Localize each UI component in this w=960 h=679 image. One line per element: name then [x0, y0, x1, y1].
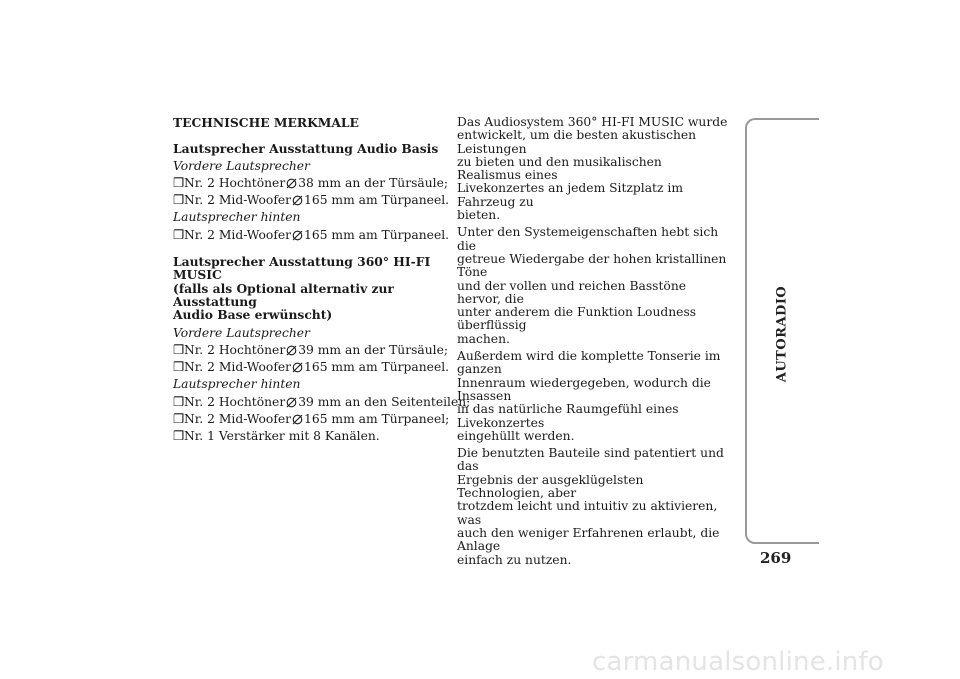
front-speakers-label: Vordere Lautsprecher — [173, 158, 310, 173]
list-item: ❒Nr. 2 Hochtöner 38 mm an der Türsäule; — [173, 175, 448, 190]
list-item: ❒Nr. 2 Mid-Woofer 165 mm am Türpaneel. — [173, 227, 450, 242]
bullet-icon: ❒ — [173, 394, 185, 409]
diameter-icon — [286, 178, 297, 189]
paragraph: Die benutzten Bauteile sind patentiert und das Ergebnis der ausgeklügelsten Technologien, aber trotzdem leicht und intuitiv zu aktivieren, was auch den weniger Erfahrenen erlaubt, die Anlage einfach zu nutzen. — [457, 446, 724, 567]
list-item: ❒Nr. 2 Mid-Woofer 165 mm am Türpaneel; — [173, 412, 450, 427]
list-item: ❒Nr. 2 Hochtöner 39 mm an den Seitenteilen; — [173, 394, 471, 409]
diameter-icon — [286, 345, 297, 356]
bullet-icon: ❒ — [173, 360, 185, 375]
diameter-icon — [292, 195, 303, 206]
paragraph: Außerdem wird die komplette Tonserie im ganzen Innenraum wiedergegeben, wodurch die Insassen in das natürliche Raumgefühl eines Livekonzertes eingehüllt werden. — [457, 349, 721, 443]
audio-basis-title: Lautsprecher Ausstattung Audio Basis — [173, 141, 439, 157]
front-speakers-label: Vordere Lautsprecher — [173, 325, 310, 340]
section-heading: TECHNISCHE MERKMALE — [173, 115, 359, 130]
bullet-icon: ❒ — [173, 227, 185, 242]
page-number: 269 — [760, 549, 792, 567]
paragraph: Das Audiosystem 360° HI-FI MUSIC wurde entwickelt, um die besten akustischen Leistungen zu bieten und den musikalischen Realismus eines Livekonzertes an jedem Sitzplatz im Fahrzeug zu bieten. — [457, 115, 728, 223]
right-column — [457, 116, 729, 571]
diameter-icon — [286, 397, 297, 408]
list-item: ❒Nr. 1 Verstärker mit 8 Kanälen. — [173, 429, 380, 444]
list-item: ❒Nr. 2 Mid-Woofer 165 mm am Türpaneel. — [173, 360, 450, 375]
bullet-icon: ❒ — [173, 429, 185, 444]
list-item: ❒Nr. 2 Mid-Woofer 165 mm am Türpaneel. — [173, 193, 450, 208]
diameter-icon — [292, 362, 303, 373]
watermark: carmanualsonline.info — [592, 647, 884, 677]
bullet-icon: ❒ — [173, 342, 185, 357]
left-column — [173, 115, 471, 448]
bullet-icon: ❒ — [173, 193, 185, 208]
chapter-label: AUTORADIO — [774, 285, 790, 383]
diameter-icon — [292, 414, 303, 425]
bullet-icon: ❒ — [173, 412, 185, 427]
diameter-icon — [292, 230, 303, 241]
bullet-icon: ❒ — [173, 175, 185, 190]
rear-speakers-label: Lautsprecher hinten — [173, 210, 301, 225]
rear-speakers-label: Lautsprecher hinten — [173, 377, 301, 392]
hifi-title: Lautsprecher Ausstattung 360° HI-FI MUSIC (falls als Optional alternativ zur Ausstattung Audio Base erwünscht) — [173, 254, 431, 323]
paragraph: Unter den Systemeigenschaften hebt sich die getreue Wiedergabe der hohen kristallinen Töne und der vollen und reichen Basstöne hervor, die unter anderem die Funktion Loudness überflüssig machen. — [457, 225, 727, 346]
list-item: ❒Nr. 2 Hochtöner 39 mm an der Türsäule; — [173, 342, 448, 357]
